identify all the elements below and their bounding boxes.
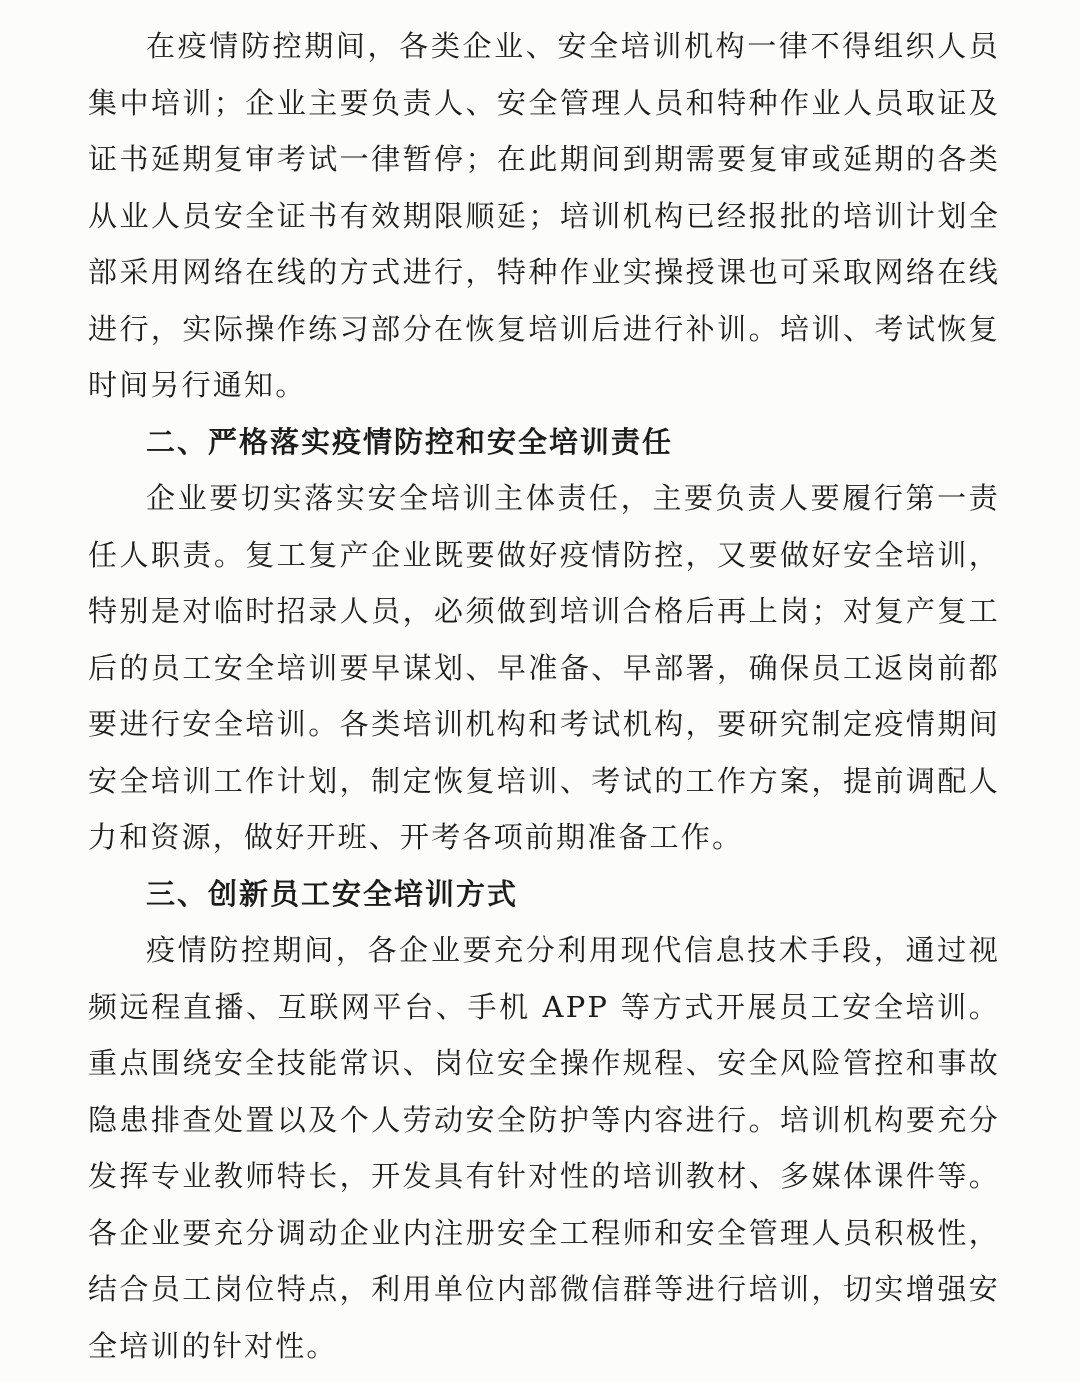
paragraph-training-methods: 疫情防控期间，各企业要充分利用现代信息技术手段，通过视频远程直播、互联网平台、手机 APP 等方式开展员工安全培训。重点围绕安全技能常识、岗位安全操作规程、安全风险管控和事故隐患排查处置以及个人劳动安全防护等内容进行。培训机构要充分发挥专业教师特长，开发具有针对性的培训教材、多媒体课件等。各企业要充分调动企业内注册安全工程师和安全管理人员积极性，结合员工岗位特点，利用单位内部微信群等进行培训，切实增强安全培训的针对性。 [88, 933, 1000, 1363]
paragraph-responsibility: 企业要切实落实安全培训主体责任，主要负责人要履行第一责任人职责。复工复产企业既要做好疫情防控，又要做好安全培训，特别是对临时招录人员，必须做到培训合格后再上岗；对复产复工后的员工安全培训要早谋划、早准备、早部署，确保员工返岗前都要进行安全培训。各类培训机构和考试机构，要研究制定疫情期间安全培训工作计划，制定恢复培训、考试的工作方案，提前调配人力和资源，做好开班、开考各项前期准备工作。 [88, 481, 1000, 854]
paragraph-training-suspension: 在疫情防控期间，各类企业、安全培训机构一律不得组织人员集中培训；企业主要负责人、安全管理人员和特种作业人员取证及证书延期复审考试一律暂停；在此期间到期需要复审或延期的各类从业人员安全证书有效期限顺延；培训机构已经报批的培训计划全部采用网络在线的方式进行，特种作业实操授课也可采取网络在线进行，实际操作练习部分在恢复培训后进行补训。培训、考试恢复时间另行通知。 [88, 29, 1000, 402]
section-heading-responsibility: 二、严格落实疫情防控和安全培训责任 [146, 424, 674, 459]
document-body [88, 18, 1000, 1374]
section-heading-training-methods: 三、创新员工安全培训方式 [146, 876, 519, 911]
